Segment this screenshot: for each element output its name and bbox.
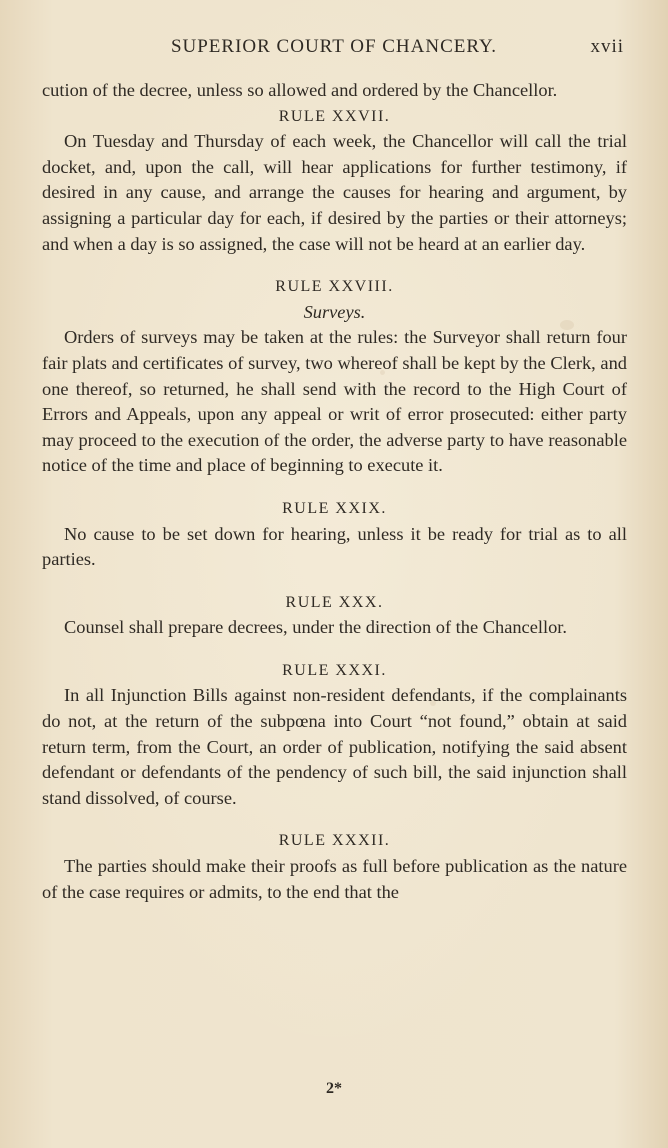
rule-text: In all Injunction Bills against non-resident defendants, if the complainants do not, at the return of the subpœna into Court “not found,” obtain at said return term, from the Court, an order of publication, notifying the said absent defendant or defendants of the pendency of such bill, the said injunction shall stand dissolved, of course. [42, 685, 627, 808]
rule-text: Counsel shall prepare decrees, under the direction of the Chancellor. [64, 617, 568, 638]
rule-heading: RULE XXVIII. [275, 278, 394, 296]
running-title: SUPERIOR COURT OF CHANCERY. [170, 36, 498, 57]
rule-heading: RULE XXVII. [278, 107, 391, 125]
page-number: xvii [590, 36, 624, 57]
rule-text: On Tuesday and Thursday of each week, the Chancellor will call the trial docket, and, upon the call, will hear applications for further testimony, if desired in any cause, and arrange the causes for hearing and argument, by assigning a particular day for each, if desired by the parties or their attorneys; and when a day is so assigned, the case will not be heard at an earlier day. [42, 131, 627, 254]
continuation-paragraph: cution of the decree, unless so allowed and ordered by the Chancellor. [42, 80, 558, 100]
rule-heading: RULE XXXII. [278, 832, 391, 850]
rule-text: The parties should make their proofs as full before publication as the nature of the case requires or admits, to the end that the [42, 856, 627, 902]
rule-heading: RULE XXX. [285, 593, 384, 611]
signature-mark: 2* [326, 1080, 342, 1097]
body-text [42, 78, 627, 905]
rule-subheading: Surveys. [303, 301, 366, 322]
rule-text: No cause to be set down for hearing, unless it be ready for trial as to all parties. [42, 523, 627, 570]
rule-heading: RULE XXIX. [282, 499, 387, 517]
rule-text: Orders of surveys may be taken at the rules: the Surveyor shall return four fair plats and certificates of survey, two whereof shall be kept by the Clerk, and one thereof, so returned, he shall send with the record to the High Court of Errors and Appeals, upon any appeal or writ of error prosecuted: either party may proceed to the execution of the order, the adverse party to have reasonable notice of the time and place of beginning to execute it. [42, 327, 627, 476]
running-head [0, 36, 668, 62]
rule-heading: RULE XXXI. [282, 661, 387, 679]
